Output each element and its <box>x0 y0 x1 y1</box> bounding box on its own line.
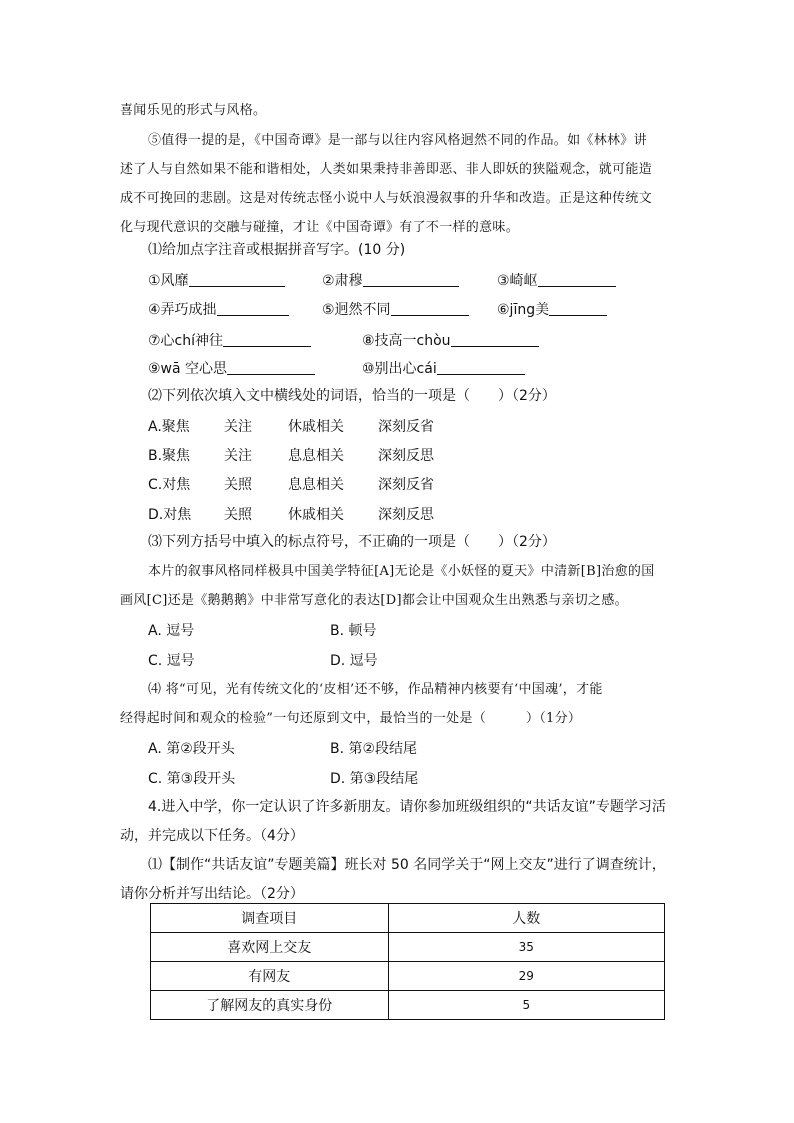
q3-text-line: 画风[C]还是《鹅鹅鹅》中非常写意化的表达[D]都会让中国观众生出熟悉与亲切之感。 <box>120 593 628 608</box>
exam-page: 喜闻乐见的形式与风格。 ⑤值得一提的是，《中国奇谭》是一部与以往内容风格迥然不同的作品。如《林林》讲 述了人与自然如果不能和谐相处，人类如果秉持非善即恶、非人即妖的狭隘观念，就可能造 成不可挽回的悲剧。这是对传统志怪小说中人与妖浪漫叙事的升华和改造。正是这种传统文 化与现代意识的交融与碰撞，才让《中国奇谭》有了不一样的意味。 ⑴给加点字注音或根据拼音写字。(10 分) ①风靡 ②肃穆 ③崎岖 ④弄巧成拙 ⑤迥然不同 ⑥jīng美 ⑦心chí神往 ⑧技高一chòu ⑨wā 空心思 ⑩别出心cái ⑵下列依次填入文中横线处的词语，恰当的一项是（ ）（2分） A.聚焦 关注 休戚相关 深刻反省 B.聚焦 关注 息息相关 深刻反思 C.对焦 关照 息息相关 深刻反省 D.对焦 关照 休戚相关 深刻反思 ⑶下列方括号中填入的标点符号，不正确的一项是（ ）（2分） 本片的叙事风格同样极具中国美学特征[A]无论是《小妖怪的夏天》中清新[B]治愈的国 画风[C]还是《鹅鹅鹅》中非常写意化的表达[D]都会让中国观众生出熟悉与亲切之感。 A. 逗号 B. 顿号 C. 逗号 D. 逗号 ⑷ 将“可见，光有传统文化的‘皮相’还不够，作品精神内核要有‘中国魂’，才能 经得起时间和观众的检验”一句还原到文中，最恰当的一处是（ ）（1分） A. 第②段开头 B. 第②段结尾 C. 第③段开头 D. 第③段结尾 4.进入中学，你一定认识了许多新朋友。请你参加班级组织的“共话友谊”专题学习活 动，并完成以下任务。（4分） ⑴【制作“共话友谊”专题美篇】班长对 50 名同学关于“网上交友”进行了调查统计， 请你分析并写出结论。（2分） 调查项目 人数 喜欢网上交友 35 有网友 29 了解网友的真实身份 5 <box>0 0 794 1123</box>
table-cell-item: 喜欢网上交友 <box>151 933 389 962</box>
table-row <box>151 962 665 991</box>
question-2-prompt: ⑵下列依次填入文中横线处的词语，恰当的一项是（ ）（2分） <box>148 388 556 404</box>
q1-item: ⑧技高一chòu <box>362 330 539 350</box>
q1-item: ①风靡 <box>148 270 285 290</box>
question-3-prompt: ⑶下列方括号中填入的标点符号，不正确的一项是（ ）（2分） <box>148 534 556 550</box>
answer-blank[interactable] <box>391 301 469 316</box>
q1-item: ⑤迥然不同 <box>322 299 469 319</box>
table-cell-count: 35 <box>388 933 664 962</box>
question-4-prompt: ⑷ 将“可见，光有传统文化的‘皮相’还不够，作品精神内核要有‘中国魂’，才能 <box>148 682 603 697</box>
table-cell-count: 5 <box>388 991 664 1020</box>
passage-para5-line: ⑤值得一提的是，《中国奇谭》是一部与以往内容风格迥然不同的作品。如《林林》讲 <box>148 133 647 148</box>
column-header: 调查项目 <box>151 904 389 933</box>
answer-blank[interactable] <box>189 272 285 287</box>
q3-option-a[interactable]: A. 逗号 <box>148 623 195 639</box>
q1-item: ⑨wā 空心思 <box>148 358 315 378</box>
answer-blank[interactable] <box>437 360 525 375</box>
answer-blank[interactable] <box>549 301 607 316</box>
q1-item: ⑩别出心cái <box>362 358 525 378</box>
table-row <box>151 991 665 1020</box>
q4-option-b[interactable]: B. 第②段结尾 <box>330 741 418 757</box>
q1-item: ⑦心chí神往 <box>148 330 311 350</box>
survey-table <box>150 903 665 1020</box>
q1-item: ⑥jīng美 <box>497 299 607 319</box>
task-4-sub1: ⑴【制作“共话友谊”专题美篇】班长对 50 名同学关于“网上交友”进行了调查统计， <box>148 857 666 873</box>
task-4-intro: 4.进入中学，你一定认识了许多新朋友。请你参加班级组织的“共话友谊”专题学习活 <box>148 799 666 815</box>
column-header: 人数 <box>388 904 664 933</box>
passage-para5-line: 成不可挽回的悲剧。这是对传统志怪小说中人与妖浪漫叙事的升华和改造。正是这种传统文 <box>120 191 653 206</box>
q1-item: ②肃穆 <box>322 270 459 290</box>
q3-text-line: 本片的叙事风格同样极具中国美学特征[A]无论是《小妖怪的夏天》中清新[B]治愈的国 <box>148 564 655 579</box>
q1-item: ③崎岖 <box>497 270 616 290</box>
answer-blank[interactable] <box>538 272 616 287</box>
answer-blank[interactable] <box>227 360 315 375</box>
q4-option-c[interactable]: C. 第③段开头 <box>148 771 236 787</box>
q3-option-d[interactable]: D. 逗号 <box>330 653 378 669</box>
table-row <box>151 933 665 962</box>
q3-option-b[interactable]: B. 顿号 <box>330 623 377 639</box>
table-cell-item: 有网友 <box>151 962 389 991</box>
answer-blank[interactable] <box>363 272 459 287</box>
passage-para5-line: 化与现代意识的交融与碰撞，才让《中国奇谭》有了不一样的意味。 <box>120 220 520 235</box>
table-cell-count: 29 <box>388 962 664 991</box>
q4-option-a[interactable]: A. 第②段开头 <box>148 741 235 757</box>
task-4-sub1-cont: 请你分析并写出结论。（2分） <box>120 886 304 902</box>
q1-item: ④弄巧成拙 <box>148 299 289 319</box>
table-cell-item: 了解网友的真实身份 <box>151 991 389 1020</box>
passage-line: 喜闻乐见的形式与风格。 <box>120 103 267 118</box>
q3-option-c[interactable]: C. 逗号 <box>148 653 195 669</box>
answer-blank[interactable] <box>217 301 289 316</box>
answer-blank[interactable] <box>223 332 311 347</box>
answer-blank[interactable] <box>451 332 539 347</box>
q4-option-d[interactable]: D. 第③段结尾 <box>330 771 419 787</box>
question-1-prompt: ⑴给加点字注音或根据拼音写字。(10 分) <box>148 242 406 258</box>
question-4-prompt-cont: 经得起时间和观众的检验”一句还原到文中，最恰当的一处是（ ）（1分） <box>120 711 582 726</box>
table-header-row <box>151 904 665 933</box>
task-4-intro-cont: 动，并完成以下任务。（4分） <box>120 828 304 844</box>
passage-para5-line: 述了人与自然如果不能和谐相处，人类如果秉持非善即恶、非人即妖的狭隘观念，就可能造 <box>120 162 653 177</box>
